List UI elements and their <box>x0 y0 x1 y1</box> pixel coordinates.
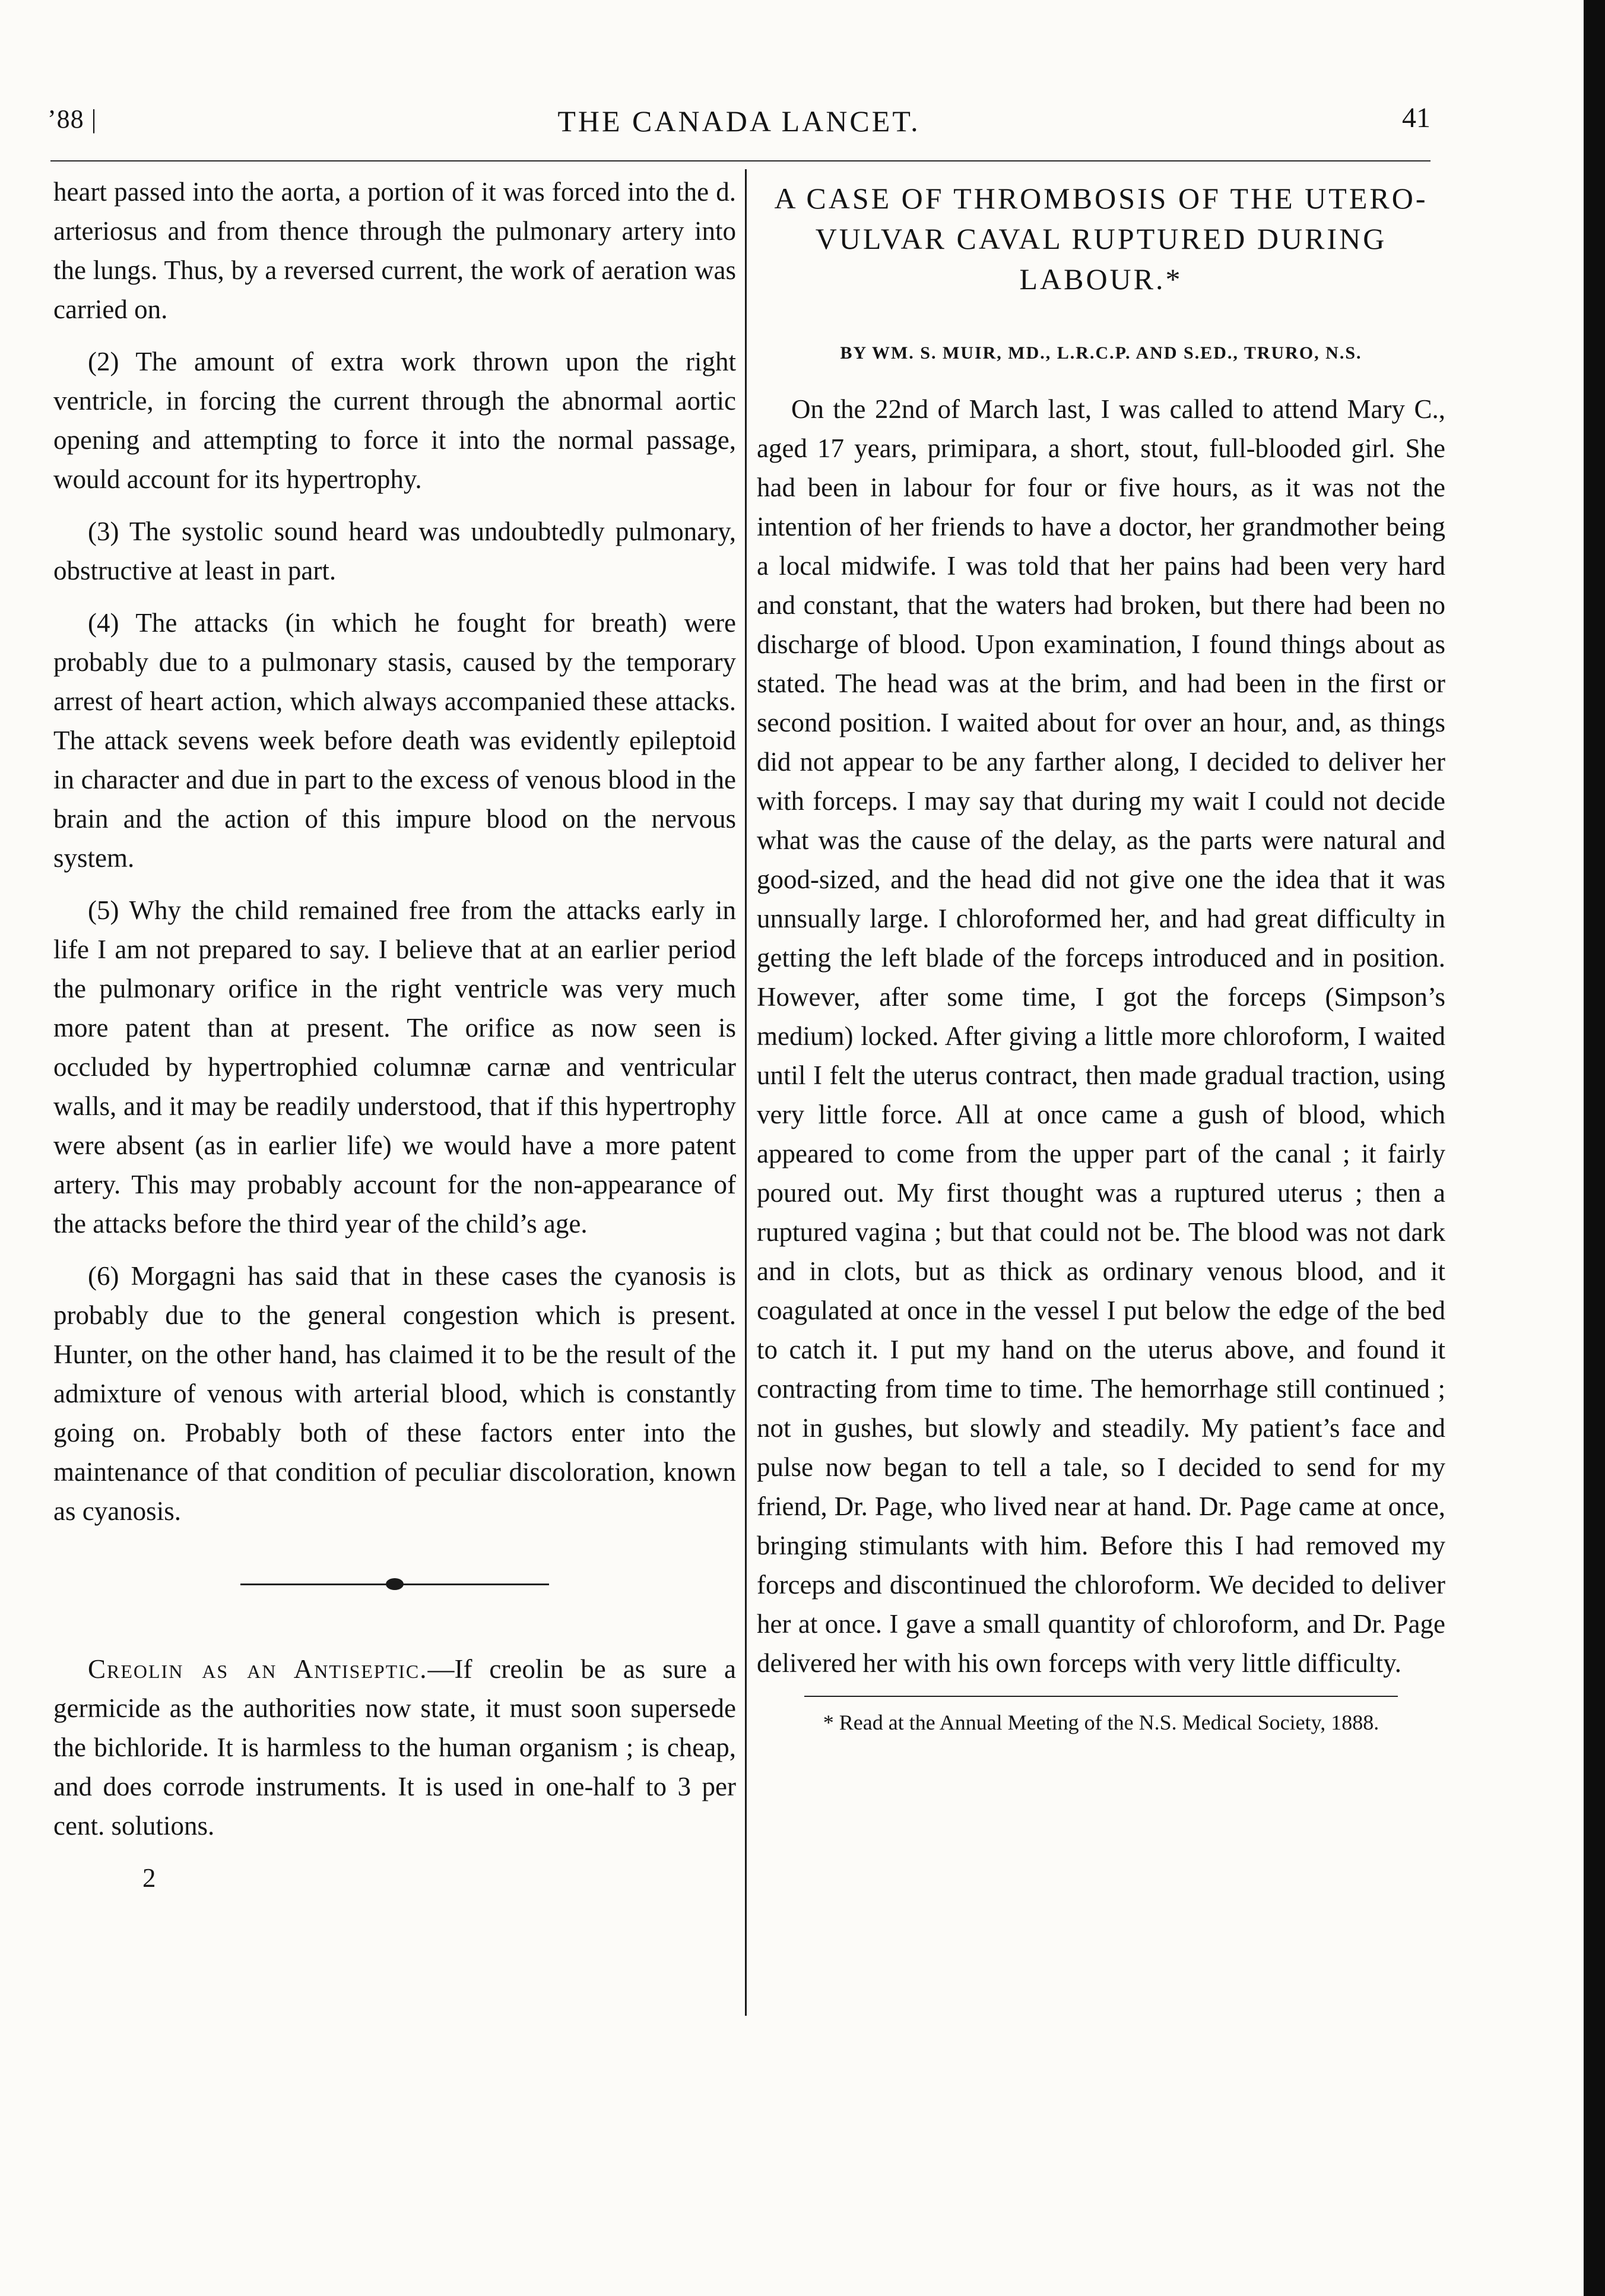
ornament-dot <box>386 1578 404 1590</box>
header-rule <box>50 160 1430 161</box>
creolin-note <box>53 1649 736 1845</box>
paragraph-point-6: (6) Morgagni has said that in these cases the cyanosis is probably due to the general congestion which is present. Hunter, on the other hand, has claimed it to be the result of the admixture of venous with arterial blood, which is constantly going on. Probably both of these factors enter into the maintenance of that condition of peculiar discoloration, known as cyanosis. <box>53 1261 736 1526</box>
left-column <box>53 172 736 1898</box>
footnote-rule <box>804 1696 1398 1697</box>
right-column <box>757 178 1445 1738</box>
creolin-body: —If creolin be as sure a germicide as the authorities now state, it must soon supersede the bichloride. It is harmless to the human organism ; is cheap, and does corrode instruments. It is used in one-half to 3 per cent. solutions. <box>53 1654 737 1841</box>
paragraph-point-5: (5) Why the child remained free from the attacks early in life I am not prepared to say. I believe that at an earlier period the pulmonary orifice in the right ventricle was very much more patent than at present. The orifice as now seen is occluded by hypertrophied columnæ carnæ and ventricular walls, and it may be readily understood, that if this hypertrophy were absent (as in earlier life) we would have a more patent artery. This may probably account for the non-appearance of the attacks before the third year of the child’s age. <box>53 895 736 1239</box>
footnote: * Read at the Annual Meeting of the N.S. Medical Society, 1888. <box>823 1711 1379 1734</box>
article-title: A CASE OF THROMBOSIS OF THE UTERO-VULVAR CAVAL RUPTURED DURING LABOUR.* <box>774 182 1428 296</box>
column-divider <box>745 169 747 2016</box>
header-year-mark: ’88 | <box>47 104 97 134</box>
running-header <box>47 104 1430 151</box>
creolin-heading: Creolin as an Antiseptic. <box>88 1654 428 1684</box>
article-byline: BY WM. S. MUIR, MD., L.R.C.P. AND S.ED., TRURO, N.S. <box>840 343 1362 363</box>
signature-mark: 2 <box>142 1863 156 1893</box>
scan-edge <box>1584 0 1605 2296</box>
paragraph-point-4: (4) The attacks (in which he fought for breath) were probably due to a pulmonary stasis, caused by the temporary arrest of heart action, which always accompanied these attacks. The attack sevens week before death was evidently epileptoid in character and due in part to the excess of venous blood in the brain and the action of this impure blood on the nervous system. <box>53 608 736 873</box>
paragraph-point-3: (3) The systolic sound heard was undoubtedly pulmonary, obstructive at least in part. <box>53 517 736 585</box>
article-body: On the 22nd of March last, I was called to attend Mary C., aged 17 years, primipara, a short, stout, full-blooded girl. She had been in labour for four or five hours, as it was not the intention of her friends to have a doctor, her grandmother being a local midwife. I was told that her pains had been very hard and constant, that the waters had broken, but there had been no discharge of blood. Upon examination, I found things about as stated. The head was at the brim, and had been in the first or second position. I waited about for over an hour, and, as things did not appear to be any farther along, I decided to deliver her with forceps. I may say that during my wait I could not decide what was the cause of the delay, as the parts were natural and good-sized, and the head did not give one the idea that it was unnsually large. I chloroformed her, and had great difficulty in getting the left blade of the forceps introduced and in position. However, after some time, I got the forceps (Simpson’s medium) locked. After giving a little more chloroform, I waited until I felt the uterus contract, then made gradual traction, using very little force. All at once came a gush of blood, which appeared to come from the upper part of the canal ; it fairly poured out. My first thought was a ruptured uterus ; then a ruptured vagina ; but that could not be. The blood was not dark and in clots, but as thick as ordinary venous blood, and it coagulated at once in the vessel I put below the edge of the bed to catch it. I put my hand on the uterus above, and found it contracting from time to time. The hemorrhage still continued ; not in gushes, but slowly and steadily. My patient’s face and pulse now began to tell a tale, so I decided to send for my friend, Dr. Page, who lived near at hand. Dr. Page came at once, bringing stimulants with him. Before this I had removed my forceps and discontinued the chloroform. We decided to deliver her at once. I gave a small quantity of chloroform, and Dr. Page delivered her with his own forceps with very little difficulty. <box>757 394 1445 1678</box>
paragraph-point-2: (2) The amount of extra work thrown upon the right ventricle, in forcing the current through the abnormal aortic opening and attempting to force it into the normal passage, would account for its hypertrophy. <box>53 347 736 494</box>
page-number: 41 <box>1402 102 1430 134</box>
section-ornament <box>240 1578 549 1590</box>
journal-title: THE CANADA LANCET. <box>557 104 921 138</box>
paragraph-continuation: heart passed into the aorta, a portion of it was forced into the d. arteriosus and from thence through the pulmonary artery into the lungs. Thus, by a reversed current, the work of aeration was carried on. <box>53 177 736 324</box>
